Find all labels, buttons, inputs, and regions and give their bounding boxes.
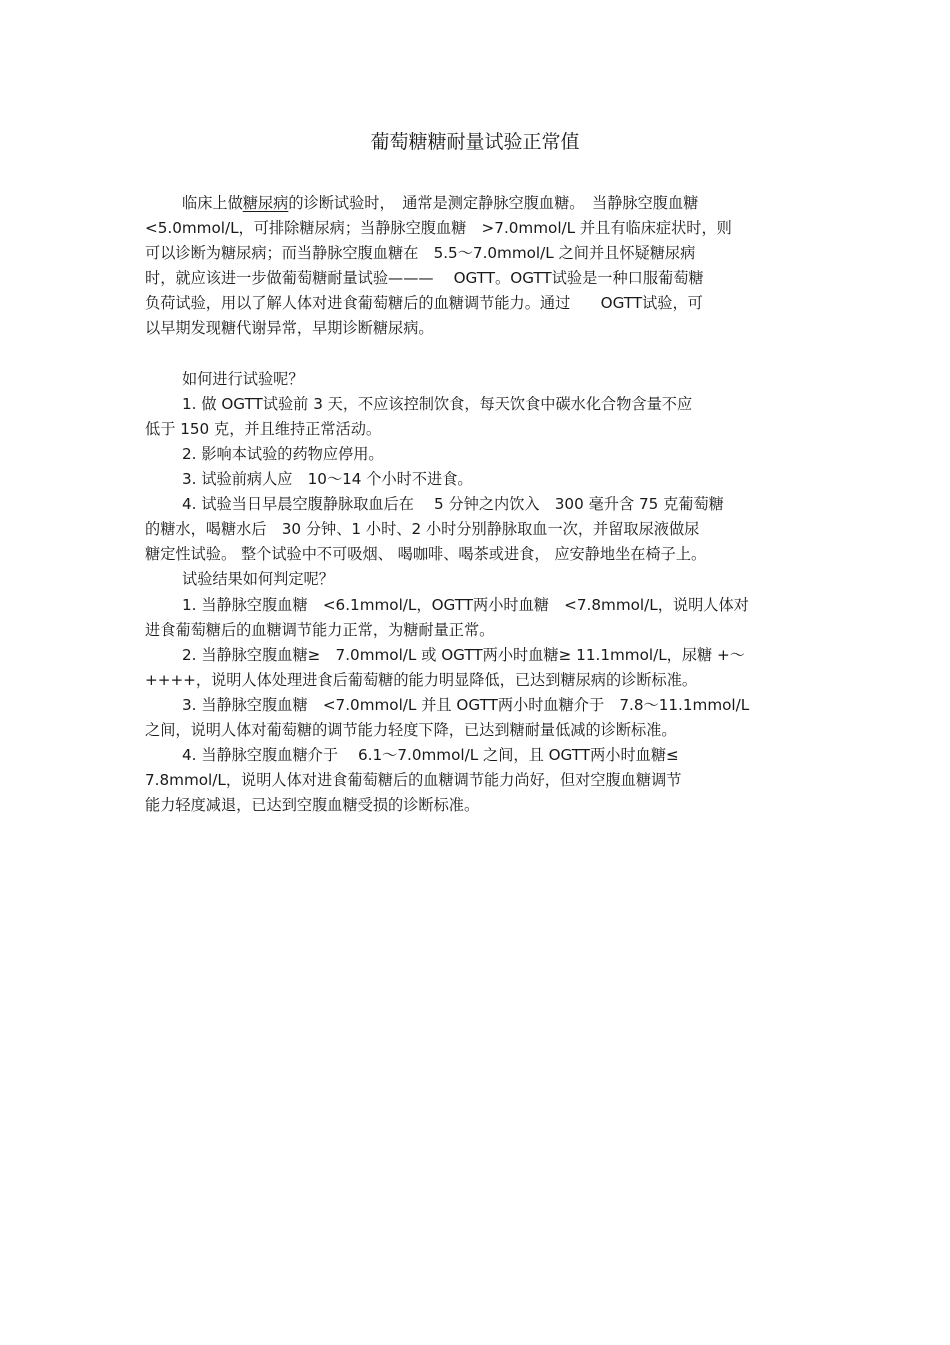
result-4-line-1: 4. 当静脉空腹血糖介于 6.1～7.0mmol/L 之间，且 OGTT两小时血糖≤	[182, 746, 679, 764]
intro-line-5: 负荷试验，用以了解人体对进食葡萄糖后的血糖调节能力。通过 OGTT试验，可	[145, 294, 703, 312]
result-1-line-1: 1. 当静脉空腹血糖 <6.1mmol/L，OGTT两小时血糖 <7.8mmol/L，说明人体对	[182, 596, 749, 614]
document-title: 葡萄糖糖耐量试验正常值	[370, 131, 580, 153]
result-2-line-2: ++++，说明人体处理进食后葡萄糖的能力明显降低，已达到糖尿病的诊断标准。	[145, 671, 698, 689]
how-step-4-line-2: 的糖水，喝糖水后 30 分钟、1 小时、2 小时分别静脉取血一次，并留取尿液做尿	[145, 520, 700, 538]
result-2-line-1: 2. 当静脉空腹血糖≥ 7.0mmol/L 或 OGTT两小时血糖≥ 11.1mmol/L，尿糖 +～	[182, 646, 745, 664]
intro-line-2: <5.0mmol/L，可排除糖尿病；当静脉空腹血糖 >7.0mmol/L 并且有临床症状时，则	[145, 219, 732, 237]
how-step-3: 3. 试验前病人应 10～14 个小时不进食。	[182, 470, 473, 488]
result-1-line-2: 进食葡萄糖后的血糖调节能力正常，为糖耐量正常。	[145, 621, 495, 639]
how-heading: 如何进行试验呢？	[182, 370, 304, 388]
how-step-1-line-2: 低于 150 克，并且维持正常活动。	[145, 420, 382, 438]
diabetes-link: 糖尿病	[242, 194, 289, 212]
intro-line-6: 以早期发现糖代谢异常，早期诊断糖尿病。	[145, 319, 434, 337]
intro-text: 临床上做	[182, 194, 243, 212]
result-4-line-3: 能力轻度减退，已达到空腹血糖受损的诊断标准。	[145, 796, 480, 814]
intro-line-4: 时，就应该进一步做葡萄糖耐量试验——— OGTT。OGTT试验是一种口服葡萄糖	[145, 269, 704, 287]
how-step-4-line-1: 4. 试验当日早晨空腹静脉取血后在 5 分钟之内饮入 300 毫升含 75 克葡萄糖	[182, 495, 724, 513]
result-3-line-1: 3. 当静脉空腹血糖 <7.0mmol/L 并且 OGTT两小时血糖介于 7.8～11.1mmol/L	[182, 696, 750, 714]
result-3-line-2: 之间，说明人体对葡萄糖的调节能力轻度下降，已达到糖耐量低减的诊断标准。	[145, 721, 677, 739]
how-step-2: 2. 影响本试验的药物应停用。	[182, 445, 384, 463]
intro-line-3: 可以诊断为糖尿病；而当静脉空腹血糖在 5.5～7.0mmol/L 之间并且怀疑糖尿病	[145, 244, 696, 262]
intro-line-1	[182, 192, 698, 214]
intro-text: 的诊断试验时， 通常是测定静脉空腹血糖。 当静脉空腹血糖	[288, 194, 699, 212]
result-4-line-2: 7.8mmol/L，说明人体对进食葡萄糖后的血糖调节能力尚好，但对空腹血糖调节	[145, 771, 682, 789]
results-heading: 试验结果如何判定呢？	[182, 570, 334, 588]
how-step-1-line-1: 1. 做 OGTT试验前 3 天，不应该控制饮食，每天饮食中碳水化合物含量不应	[182, 395, 693, 413]
how-step-4-line-3: 糖定性试验。 整个试验中不可吸烟、 喝咖啡、喝茶或进食， 应安静地坐在椅子上。	[145, 545, 707, 563]
